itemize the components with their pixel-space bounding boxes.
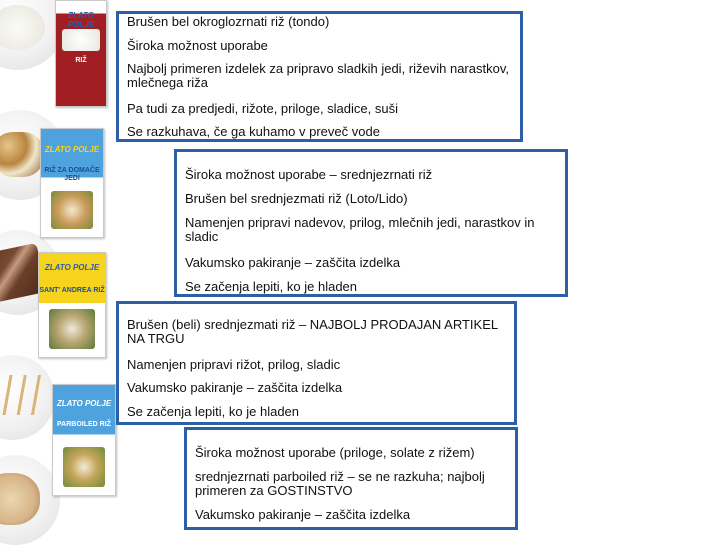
package-photo-dish	[51, 191, 93, 229]
product-package-rice-santandrea	[38, 252, 106, 358]
breadsticks	[0, 375, 45, 415]
box-line: Široka možnost uporabe	[127, 38, 268, 53]
package-photo-risotto	[49, 309, 95, 349]
info-box-santandrea	[116, 301, 517, 425]
plate-bread	[0, 455, 60, 545]
product-package-rice-parboiled	[52, 384, 116, 496]
info-box-loto-lido	[174, 149, 568, 297]
package-product-name: PARBOILED RIŽ	[57, 421, 111, 428]
box-line: Široka možnost uporabe (priloge, solate z rižem)	[195, 445, 475, 460]
box-line: Se začenja lepiti, ko je hladen	[127, 404, 300, 419]
package-product-name: SANT' ANDREA RIŽ	[39, 287, 105, 294]
mixed-nuts	[0, 132, 43, 177]
rice-grains	[0, 5, 45, 50]
package-brand: ZLATO POLJE	[67, 11, 95, 29]
box-line: Vakumsko pakiranje – zaščita izdelka	[195, 507, 411, 522]
box-line: srednjezrnati parboiled riž – se ne razkuha; najbolj primeren za GOSTINSTVO	[195, 469, 485, 498]
info-box-parboiled	[184, 427, 518, 530]
box-line: Brušen (beli) srednjezmati riž – NAJBOLJ PRODAJAN ARTIKEL NA TRGU	[127, 317, 498, 346]
box-line: Vakumsko pakiranje – zaščita izdelka	[185, 255, 401, 270]
package-photo-rice	[62, 29, 100, 51]
box-line: Široka možnost uporabe – srednjezrnati riž	[185, 167, 433, 182]
product-package-rice-tondo	[55, 0, 107, 107]
box-line: Se začenja lepiti, ko je hladen	[185, 279, 358, 294]
box-line: Vakumsko pakiranje – zaščita izdelka	[127, 380, 343, 395]
package-product-name: RIŽ	[75, 57, 87, 64]
info-box-tondo	[116, 11, 523, 142]
box-line: Najbolj primeren izdelek za pripravo sladkih jedi, riževih narastkov, mlečnega riža	[127, 61, 509, 90]
box-line: Se razkuhava, če ga kuhamo v preveč vode	[127, 124, 380, 139]
package-product-name: RIŽ ZA DOMAČE JEDI	[44, 167, 100, 182]
box-line: Brušen bel okroglozrnati riž (tondo)	[127, 14, 330, 29]
box-line: Brušen bel srednjezmati riž (Loto/Lido)	[185, 191, 408, 206]
box-line: Namenjen pripravi nadevov, prilog, mlečnih jedi, narastkov in sladic	[185, 215, 535, 244]
package-photo-salad	[63, 447, 105, 487]
package-brand: ZLATO POLJE	[56, 399, 112, 408]
package-brand: ZLATO POLJE	[44, 263, 100, 272]
package-brand: ZLATO POLJE	[44, 145, 100, 154]
plate-breadsticks	[0, 355, 55, 440]
box-line: Namenjen pripravi rižot, prilog, sladic	[127, 357, 341, 372]
product-package-rice-domace	[40, 128, 104, 238]
box-line: Pa tudi za predjedi, rižote, priloge, sladice, suši	[127, 101, 398, 116]
bread-slices	[0, 473, 40, 525]
